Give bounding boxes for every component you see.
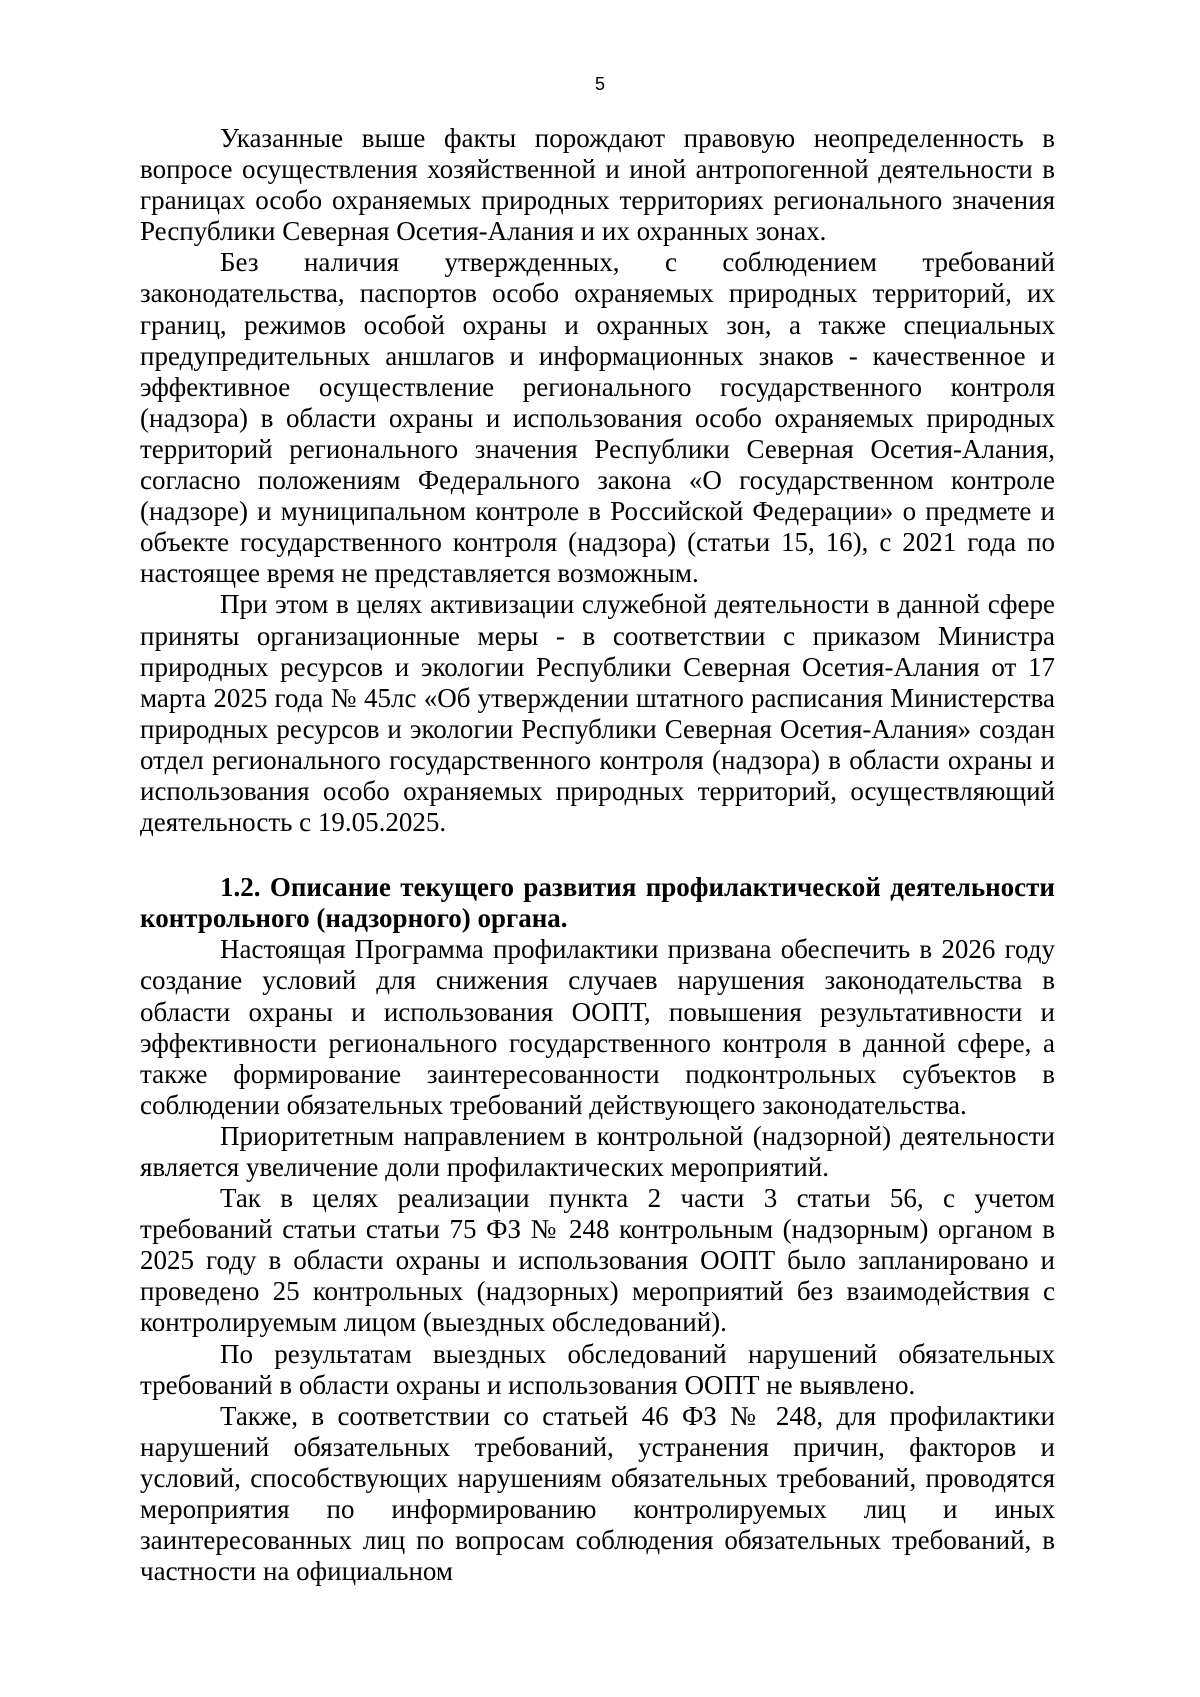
document-body <box>140 123 1055 1587</box>
page-number: 5 <box>594 74 605 94</box>
section-heading: 1.2. Описание текущего развития профилактической деятельности контрольного (надзорного) органа. <box>140 872 1055 934</box>
paragraph: Также, в соответствии со статьей 46 ФЗ № 248, для профилактики нарушений обязательных требований, устранения причин, факторов и условий, способствующих нарушениям обязательных требований, проводятся мероприятия по информированию контролируемых лиц и иных заинтересованных лиц по вопросам соблюдения обязательных требований, в частности на официальном <box>140 1400 1055 1587</box>
paragraph: При этом в целях активизации служебной деятельности в данной сфере приняты организационные меры - в соответствии с приказом Министра природных ресурсов и экологии Республики Северная Осетия-Алания от 17 марта 2025 года № 45лс «Об утверждении штатного расписания Министерства природных ресурсов и экологии Республики Северная Осетия-Алания» создан отдел регионального государственного контроля (надзора) в области охраны и использования особо охраняемых природных территорий, осуществляющий деятельность с 19.05.2025. <box>140 589 1055 838</box>
paragraph: Без наличия утвержденных, с соблюдением требований законодательства, паспортов особо охраняемых природных территорий, их границ, режимов особой охраны и охранных зон, а также специальных предупредительных аншлагов и информационных знаков - качественное и эффективное осуществление регионального государственного контроля (надзора) в области охраны и использования особо охраняемых природных территорий регионального значения Республики Северная Осетия-Алания, согласно положениям Федерального закона «О государственном контроле (надзоре) и муниципальном контроле в Российской Федерации» о предмете и объекте государственного контроля (надзора) (статьи 15, 16), с 2021 года по настоящее время не представляется возможным. <box>140 247 1055 589</box>
paragraph: Указанные выше факты порождают правовую неопределенность в вопросе осуществления хозяйственной и иной антропогенной деятельности в границах особо охраняемых природных территориях регионального значения Республики Северная Осетия-Алания и их охранных зонах. <box>140 123 1055 247</box>
paragraph: Приоритетным направлением в контрольной (надзорной) деятельности является увеличение доли профилактических мероприятий. <box>140 1120 1055 1182</box>
paragraph: Так в целях реализации пункта 2 части 3 статьи 56, с учетом требований статьи статьи 75 ФЗ № 248 контрольным (надзорным) органом в 2025 году в области охраны и использования ООПТ было запланировано и проведено 25 контрольных (надзорных) мероприятий без взаимодействия с контролируемым лицом (выездных обследований). <box>140 1183 1055 1338</box>
paragraph: По результатам выездных обследований нарушений обязательных требований в области охраны и использования ООПТ не выявлено. <box>140 1338 1055 1400</box>
section-spacer <box>140 838 1055 872</box>
paragraph: Настоящая Программа профилактики призвана обеспечить в 2026 году создание условий для снижения случаев нарушения законодательства в области охраны и использования ООПТ, повышения результативности и эффективности регионального государственного контроля в данной сфере, а также формирование заинтересованности подконтрольных субъектов в соблюдении обязательных требований действующего законодательства. <box>140 934 1055 1120</box>
